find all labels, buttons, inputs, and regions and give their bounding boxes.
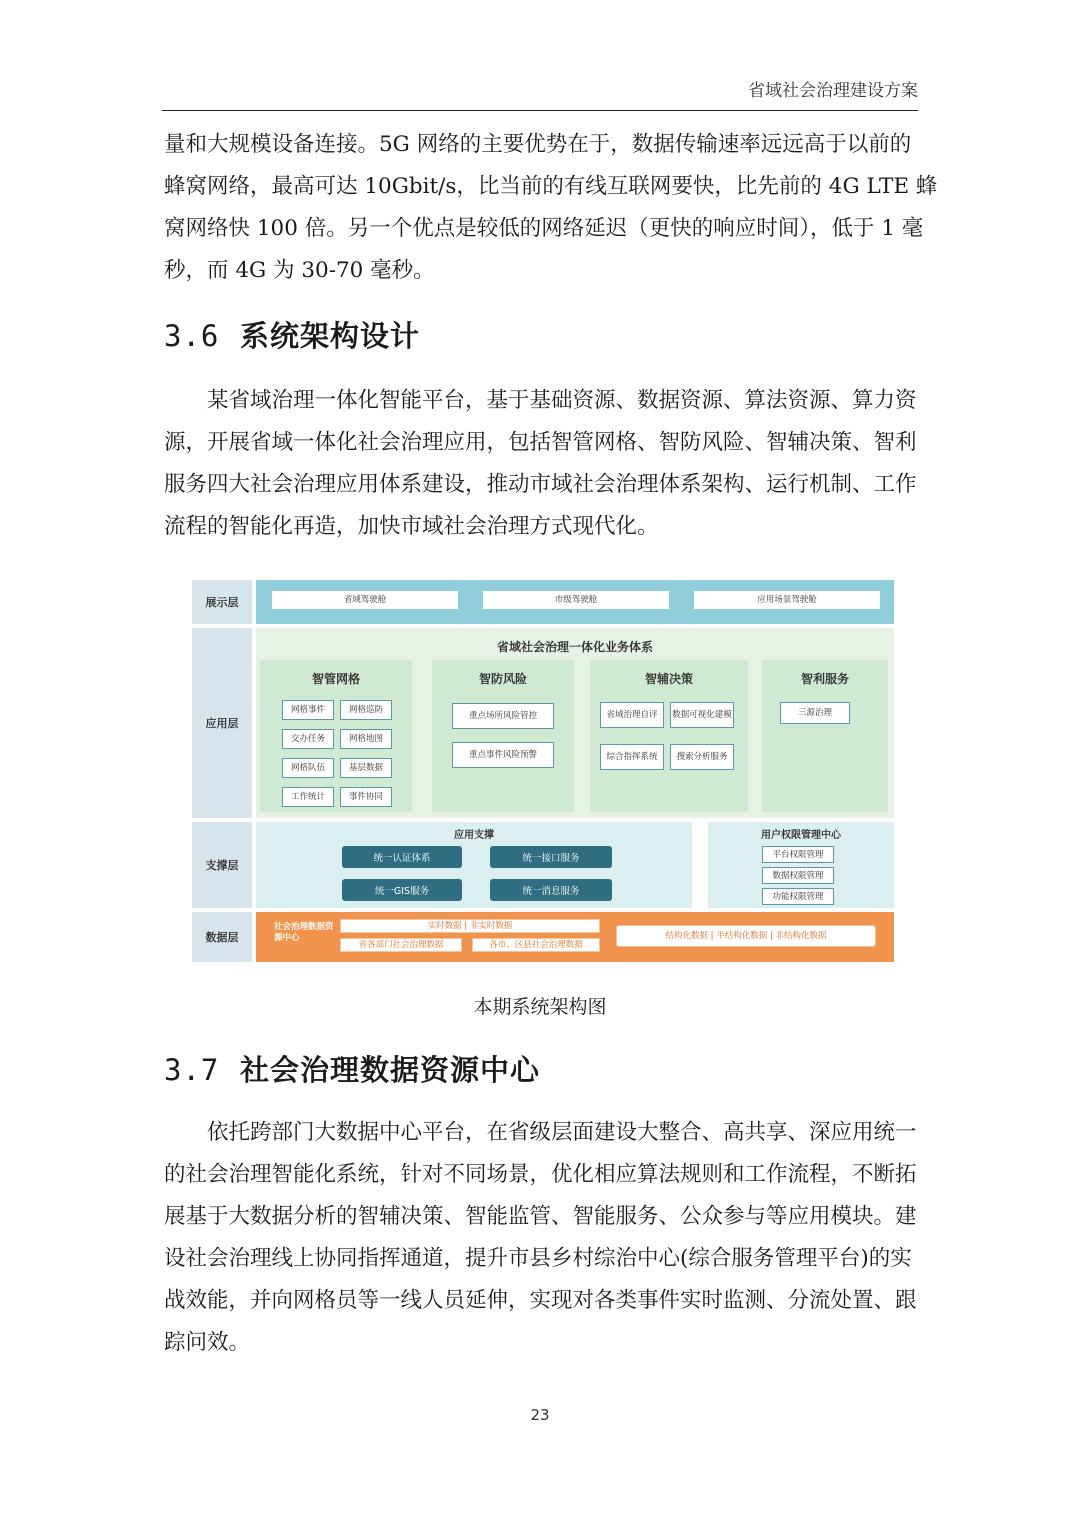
paragraph-line: 某省域治理一体化智能平台，基于基础资源、数据资源、算法资源、算力资 — [207, 388, 917, 413]
layer-label-display: 展示层 — [192, 580, 252, 624]
data-item: 各市、区县社会治理数据 — [472, 938, 600, 952]
auth-item: 平台权限管理 — [762, 846, 834, 863]
paragraph-line: 服务四大社会治理应用体系建设，推动市域社会治理体系架构、运行机制、工作 — [164, 472, 917, 497]
group-decision — [590, 660, 748, 812]
intro-paragraph — [164, 124, 938, 292]
data-item: 实时数据 | 非实时数据 — [340, 919, 600, 933]
paragraph-line: 源，开展省域一体化社会治理应用，包括智管网格、智防风险、智辅决策、智利 — [164, 430, 917, 455]
grid-item: 网格巡防 — [340, 700, 392, 720]
risk-item: 重点事件风险预警 — [452, 742, 554, 768]
data-item: 省各部门社会治理数据 — [340, 938, 462, 952]
auth-item: 功能权限管理 — [762, 888, 834, 905]
paragraph-line: 踪问效。 — [164, 1330, 251, 1355]
grid-item: 网格事件 — [282, 700, 334, 720]
support-button: 统一认证体系 — [342, 846, 462, 868]
auth-center-title: 用户权限管理中心 — [761, 830, 841, 841]
display-item: 市级驾驶舱 — [483, 591, 669, 609]
group-title: 智管网格 — [311, 672, 360, 686]
section-number: 3.6 — [164, 319, 220, 353]
layer-label-support: 支撑层 — [192, 822, 252, 908]
paragraph-line: 蜂窝网络，最高可达 10Gbit/s，比当前的有线互联网要快，比先前的 4G LTE 蜂 — [164, 174, 938, 199]
paragraph-line: 的社会治理智能化系统，针对不同场景，优化相应算法规则和工作流程，不断拓 — [164, 1162, 917, 1187]
service-item: 三源治理 — [780, 702, 850, 724]
paragraph-line: 流程的智能化再造，加快市域社会治理方式现代化。 — [164, 514, 659, 539]
header-rule — [162, 110, 918, 111]
paragraph-line: 展基于大数据分析的智辅决策、智能监管、智能服务、公众参与等应用模块。建 — [164, 1204, 917, 1229]
decision-item: 搜索分析服务 — [670, 744, 734, 770]
architecture-diagram — [190, 578, 896, 963]
grid-item: 工作统计 — [282, 787, 334, 807]
section-title: 社会治理数据资源中心 — [240, 1053, 541, 1087]
display-item: 省域驾驶舱 — [272, 591, 458, 609]
grid-item: 基层数据 — [340, 758, 392, 778]
paragraph-line: 战效能，并向网格员等一线人员延伸，实现对各类事件实时监测、分流处置、跟 — [164, 1288, 917, 1313]
layer-label-data: 数据层 — [192, 912, 252, 962]
figure-caption: 本期系统架构图 — [473, 996, 607, 1018]
risk-item: 重点场所风险管控 — [452, 703, 554, 729]
paragraph-line: 依托跨部门大数据中心平台，在省级层面建设大整合、高共享、深应用统一 — [207, 1120, 917, 1145]
page-header-title: 省域社会治理建设方案 — [748, 81, 918, 101]
section-3-7-paragraph — [164, 1112, 918, 1364]
data-item: 结构化数据 | 半结构化数据 | 非结构化数据 — [616, 925, 876, 947]
paragraph-line: 窝网络快 100 倍。另一个优点是较低的网络延迟（更快的响应时间），低于 1 毫 — [164, 216, 924, 241]
group-title: 智辅决策 — [644, 672, 693, 686]
group-title: 智利服务 — [800, 672, 849, 686]
paragraph-line: 秒，而 4G 为 30-70 毫秒。 — [164, 258, 435, 283]
grid-item: 网格队伍 — [282, 758, 334, 778]
section-3-6-paragraph — [164, 380, 918, 548]
section-number: 3.7 — [164, 1053, 220, 1087]
decision-item: 综合指挥系统 — [600, 744, 664, 770]
paragraph-line: 量和大规模设备连接。5G 网络的主要优势在于，数据传输速率远远高于以前的 — [164, 132, 912, 157]
grid-item: 交办任务 — [282, 729, 334, 749]
grid-item: 事件协同 — [340, 787, 392, 807]
decision-item: 省域治理自评 — [600, 702, 664, 728]
support-title: 应用支撑 — [454, 830, 494, 841]
support-button: 统一消息服务 — [490, 879, 612, 901]
group-title: 智防风险 — [478, 672, 527, 686]
application-title: 省域社会治理一体化业务体系 — [496, 640, 653, 654]
data-center-label: 社会治理数据资源中心 — [274, 922, 334, 943]
grid-item: 网格地图 — [340, 729, 392, 749]
support-button: 统一GIS服务 — [342, 879, 462, 901]
paragraph-line: 设社会治理线上协同指挥通道，提升市县乡村综治中心(综合服务管理平台)的实 — [164, 1246, 912, 1271]
support-button: 统一接口服务 — [490, 846, 612, 868]
section-heading-3-7 — [164, 1048, 540, 1089]
section-heading-3-6 — [164, 314, 420, 355]
group-service — [762, 660, 888, 812]
group-risk — [432, 660, 574, 812]
display-item: 应用场景驾驶舱 — [694, 591, 880, 609]
section-title: 系统架构设计 — [240, 319, 421, 353]
page-number: 23 — [530, 1406, 550, 1424]
decision-item: 数据可视化建模 — [670, 702, 734, 728]
layer-label-application: 应用层 — [192, 628, 252, 818]
auth-item: 数据权限管理 — [762, 867, 834, 884]
